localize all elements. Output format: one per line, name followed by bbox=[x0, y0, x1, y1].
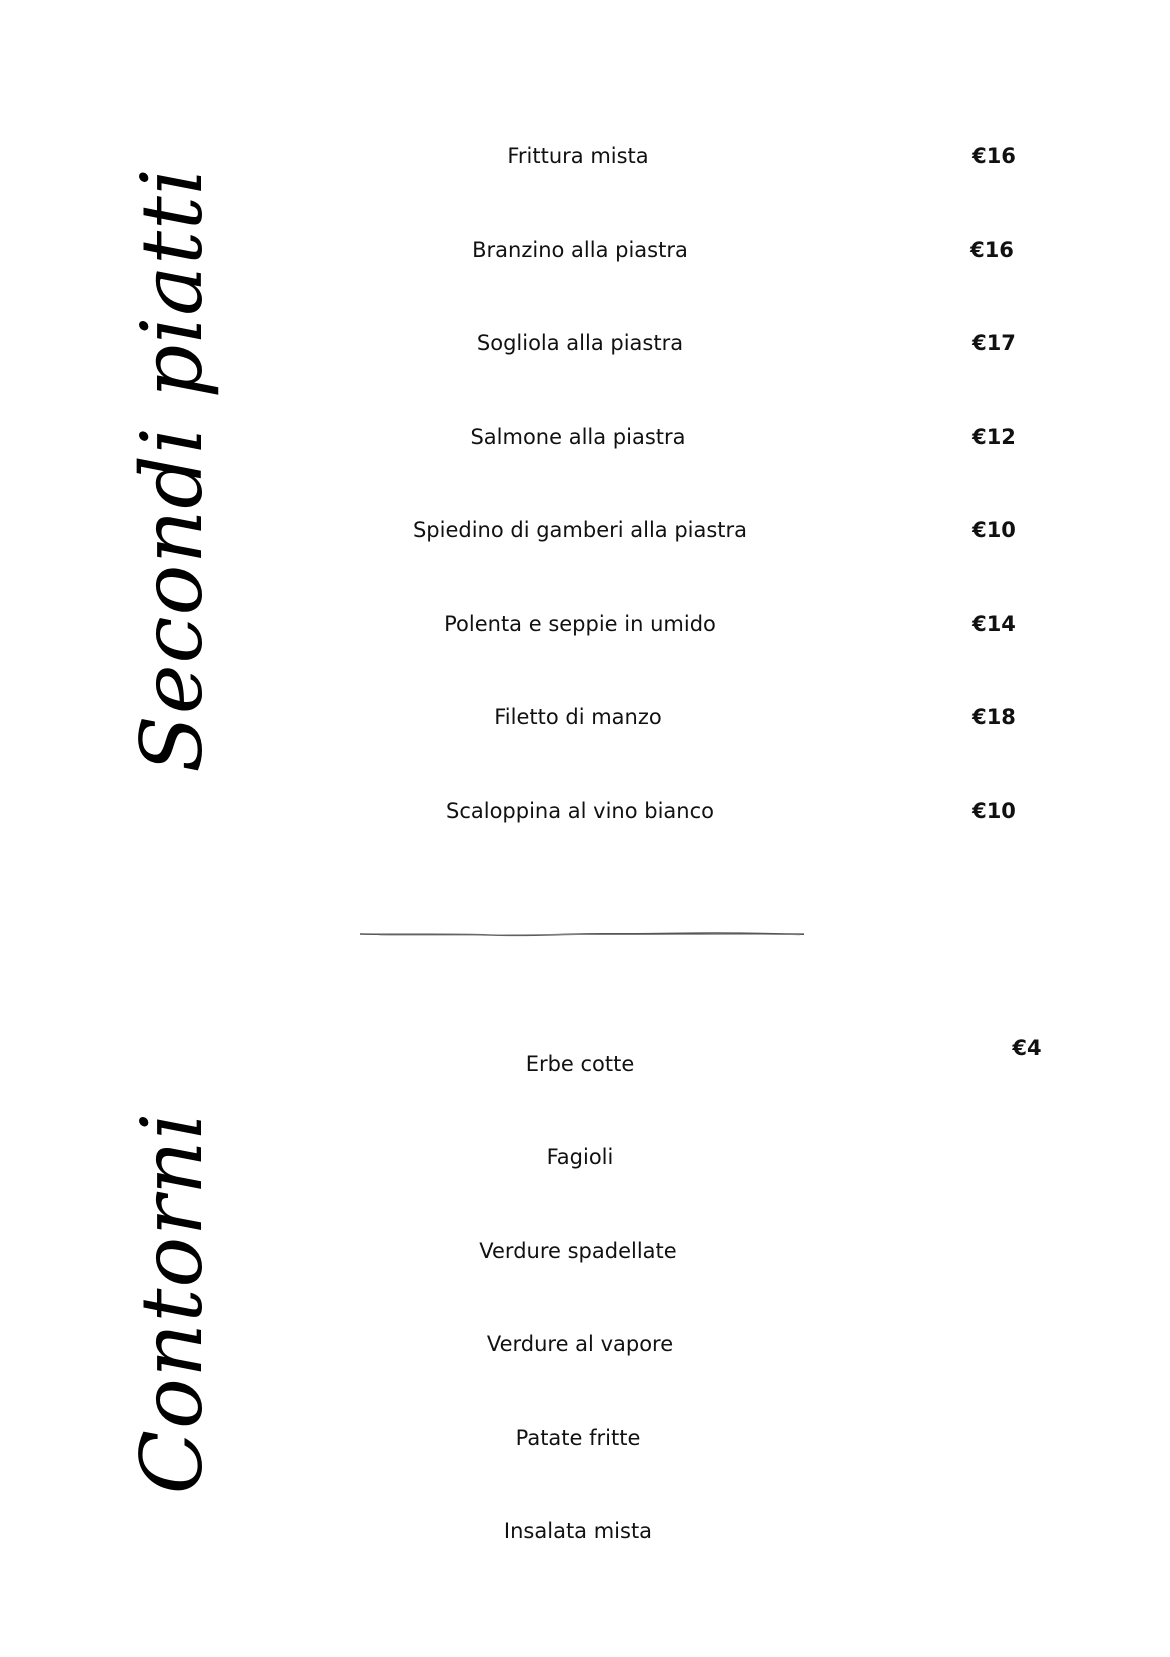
menu-item-name: Spiedino di gamberi alla piastra bbox=[412, 518, 748, 542]
menu-item-name: Frittura mista bbox=[507, 144, 649, 168]
menu-item-name: Fagioli bbox=[546, 1145, 614, 1169]
menu-item-name: Salmone alla piastra bbox=[470, 425, 686, 449]
menu-item-price: €12 bbox=[972, 425, 1016, 449]
menu-item-name: Verdure al vapore bbox=[486, 1332, 674, 1356]
menu-item-price: €16 bbox=[972, 144, 1016, 168]
menu-item-name: Insalata mista bbox=[503, 1519, 653, 1543]
menu-item-price: €10 bbox=[972, 518, 1016, 542]
menu-item-name: Filetto di manzo bbox=[494, 705, 662, 729]
menu-item-price: €18 bbox=[972, 705, 1016, 729]
section-divider bbox=[360, 930, 804, 938]
menu-item-name: Erbe cotte bbox=[525, 1052, 635, 1076]
menu-item-price: €14 bbox=[972, 612, 1016, 636]
menu-item-name: Polenta e seppie in umido bbox=[444, 612, 716, 636]
menu-item-name: Scaloppina al vino bianco bbox=[446, 799, 714, 823]
menu-item-name: Branzino alla piastra bbox=[472, 238, 688, 262]
section-title-contorni: Contorni bbox=[123, 1111, 221, 1495]
menu-item-name: Verdure spadellate bbox=[479, 1239, 677, 1263]
menu-item-name: Sogliola alla piastra bbox=[476, 331, 684, 355]
menu-item-name: Patate fritte bbox=[515, 1426, 641, 1450]
menu-item-price: €10 bbox=[972, 799, 1016, 823]
section-title-secondi-piatti: Secondi piatti bbox=[123, 167, 221, 773]
menu-item-price: €17 bbox=[972, 331, 1016, 355]
menu-item-price: €16 bbox=[970, 238, 1014, 262]
contorni-price: €4 bbox=[1012, 1036, 1042, 1060]
